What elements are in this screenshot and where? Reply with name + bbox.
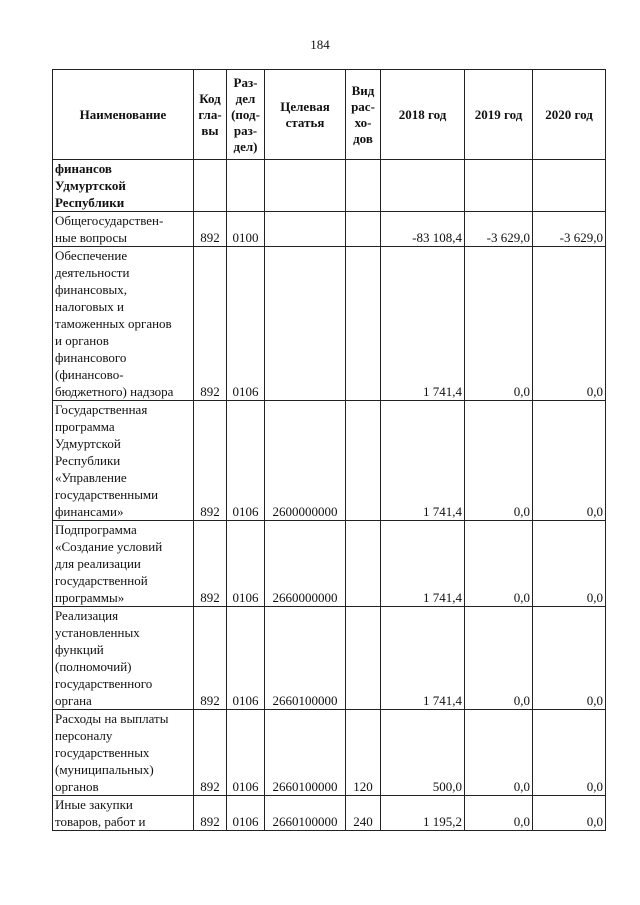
cell-amount-2018 — [381, 160, 465, 212]
cell-expense-type — [346, 212, 381, 247]
cell-amount-2018: -83 108,4 — [381, 212, 465, 247]
col-header-expense-type: Вид рас- хо- дов — [346, 70, 381, 160]
table-row — [53, 710, 606, 796]
cell-amount-2018: 1 195,2 — [381, 796, 465, 831]
cell-amount-2018: 1 741,4 — [381, 247, 465, 401]
cell-name: финансов Удмуртской Республики — [53, 160, 194, 212]
cell-expense-type — [346, 401, 381, 521]
cell-expense-type: 240 — [346, 796, 381, 831]
cell-expense-type — [346, 160, 381, 212]
cell-target-article: 2660100000 — [265, 796, 346, 831]
cell-name: Подпрограмма «Создание условий для реализации государственной программы» — [53, 521, 194, 607]
cell-amount-2020: 0,0 — [533, 247, 606, 401]
cell-amount-2019: 0,0 — [465, 607, 533, 710]
cell-section: 0106 — [227, 607, 265, 710]
cell-target-article: 2660100000 — [265, 710, 346, 796]
cell-amount-2018: 1 741,4 — [381, 607, 465, 710]
cell-chapter-code: 892 — [194, 212, 227, 247]
col-header-code: Код гла- вы — [194, 70, 227, 160]
table-row — [53, 401, 606, 521]
cell-name: Государственная программа Удмуртской Республики «Управление государственными финансами» — [53, 401, 194, 521]
cell-name: Реализация установленных функций (полномочий) государственного органа — [53, 607, 194, 710]
col-header-2018: 2018 год — [381, 70, 465, 160]
page-number: 184 — [310, 37, 330, 52]
budget-table — [52, 69, 606, 831]
table-row — [53, 607, 606, 710]
col-header-section: Раз- дел (под- раз- дел) — [227, 70, 265, 160]
table-row — [53, 212, 606, 247]
table-row — [53, 247, 606, 401]
cell-target-article: 2600000000 — [265, 401, 346, 521]
cell-amount-2019: 0,0 — [465, 710, 533, 796]
cell-target-article — [265, 160, 346, 212]
cell-chapter-code: 892 — [194, 796, 227, 831]
col-header-2020: 2020 год — [533, 70, 606, 160]
cell-chapter-code: 892 — [194, 607, 227, 710]
cell-amount-2020: 0,0 — [533, 710, 606, 796]
cell-target-article: 2660100000 — [265, 607, 346, 710]
cell-expense-type — [346, 521, 381, 607]
cell-target-article — [265, 247, 346, 401]
cell-amount-2019 — [465, 160, 533, 212]
cell-amount-2018: 1 741,4 — [381, 401, 465, 521]
cell-amount-2018: 500,0 — [381, 710, 465, 796]
cell-section: 0106 — [227, 796, 265, 831]
cell-expense-type — [346, 247, 381, 401]
cell-expense-type: 120 — [346, 710, 381, 796]
cell-amount-2020: -3 629,0 — [533, 212, 606, 247]
cell-section — [227, 160, 265, 212]
col-header-2019: 2019 год — [465, 70, 533, 160]
cell-section: 0106 — [227, 401, 265, 521]
cell-section: 0106 — [227, 521, 265, 607]
cell-amount-2019: 0,0 — [465, 521, 533, 607]
col-header-name: Наименование — [53, 70, 194, 160]
cell-amount-2020: 0,0 — [533, 607, 606, 710]
table-row — [53, 521, 606, 607]
cell-name: Обеспечение деятельности финансовых, налоговых и таможенных органов и органов финансового (финансово- бюджетного) надзора — [53, 247, 194, 401]
cell-chapter-code: 892 — [194, 247, 227, 401]
table-header-row — [53, 70, 606, 160]
cell-amount-2019: 0,0 — [465, 247, 533, 401]
cell-amount-2018: 1 741,4 — [381, 521, 465, 607]
table-row — [53, 160, 606, 212]
col-header-target: Целевая статья — [265, 70, 346, 160]
cell-chapter-code: 892 — [194, 401, 227, 521]
cell-amount-2019: 0,0 — [465, 401, 533, 521]
cell-chapter-code — [194, 160, 227, 212]
cell-amount-2019: 0,0 — [465, 796, 533, 831]
cell-amount-2020: 0,0 — [533, 521, 606, 607]
cell-name: Общегосударствен- ные вопросы — [53, 212, 194, 247]
cell-target-article: 2660000000 — [265, 521, 346, 607]
cell-name: Иные закупки товаров, работ и — [53, 796, 194, 831]
cell-target-article — [265, 212, 346, 247]
cell-amount-2020: 0,0 — [533, 796, 606, 831]
table-body — [53, 160, 606, 831]
cell-amount-2019: -3 629,0 — [465, 212, 533, 247]
table-row — [53, 796, 606, 831]
cell-amount-2020 — [533, 160, 606, 212]
cell-name: Расходы на выплаты персоналу государственных (муниципальных) органов — [53, 710, 194, 796]
cell-chapter-code: 892 — [194, 521, 227, 607]
cell-expense-type — [346, 607, 381, 710]
cell-section: 0106 — [227, 247, 265, 401]
cell-chapter-code: 892 — [194, 710, 227, 796]
cell-amount-2020: 0,0 — [533, 401, 606, 521]
cell-section: 0106 — [227, 710, 265, 796]
cell-section: 0100 — [227, 212, 265, 247]
